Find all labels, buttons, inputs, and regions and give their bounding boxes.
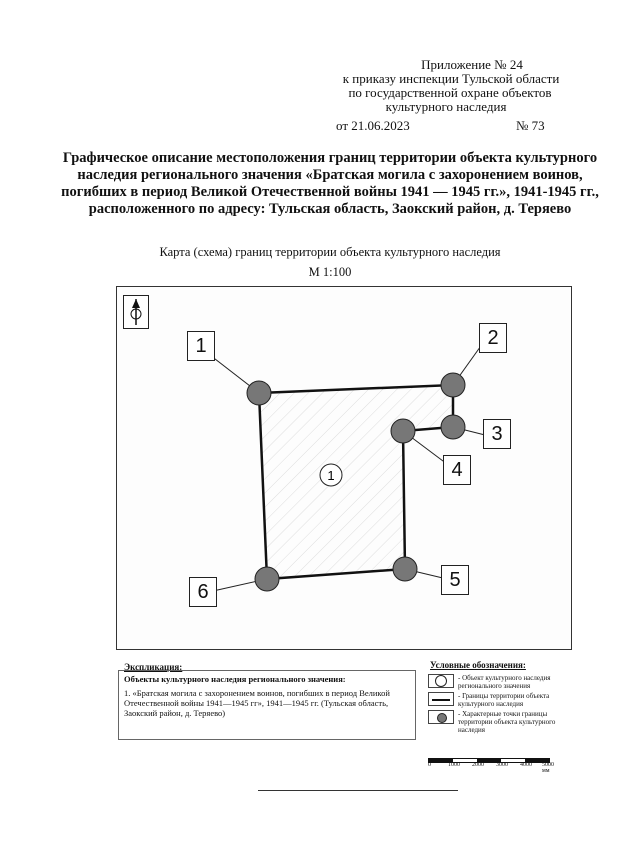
inspection-line: по государственной охране объектов: [348, 85, 552, 100]
point-label-2: 2: [479, 323, 507, 353]
scale-bar: 0 1000 2000 3000 4000 5000 мм: [428, 758, 558, 772]
order-date: от 21.06.2023: [336, 118, 410, 133]
boundary-point-6: [255, 567, 279, 591]
legend-item-boundary: - Границы территории объекта культурного наследия: [428, 692, 564, 710]
point-label-5: 5: [441, 565, 469, 595]
signature-line: [258, 790, 458, 791]
point-symbol-icon: [428, 710, 454, 724]
legend-item-points: - Характерные точки границы территории объекта культурного наследия: [428, 710, 564, 732]
explication-title: Экспликация:: [124, 662, 183, 672]
territory-boundary: [259, 385, 453, 579]
order-number: № 73: [516, 118, 545, 133]
explication-box: [118, 670, 416, 740]
point-label-6: 6: [189, 577, 217, 607]
boundary-point-5: [393, 557, 417, 581]
object-marker-label: 1: [327, 468, 335, 483]
appendix-number: Приложение № 24: [421, 57, 523, 72]
document-title: Графическое описание местоположения границ территории объекта культурного наследия регионального значения «Братская могила с захоронением воинов, погибших в период Великой Отечественной войны 1941 — 1945 гг.», 1941-1945 гг., расположенного по адресу: Тульская область, Заокский район, д. Теряево: [61, 150, 599, 217]
order-reference: к приказу инспекции Тульской области: [342, 71, 560, 86]
boundary-point-1: [247, 381, 271, 405]
point-label-1: 1: [187, 331, 215, 361]
legend-title: Условные обозначения:: [430, 660, 526, 670]
point-label-4: 4: [443, 455, 471, 485]
boundary-point-3: [441, 415, 465, 439]
object-symbol-icon: [428, 674, 454, 688]
explication-heading: Объекты культурного наследия регионального значения:: [124, 674, 346, 684]
boundary-symbol-icon: [428, 692, 454, 706]
map-scale: М 1:100: [308, 265, 352, 279]
map-caption: Карта (схема) границ территории объекта культурного наследия: [159, 245, 501, 259]
boundary-point-2: [441, 373, 465, 397]
boundary-point-4: [391, 419, 415, 443]
point-label-3: 3: [483, 419, 511, 449]
legend-item-object: - Объект культурного наследия регионального значения: [428, 674, 564, 692]
heritage-line: культурного наследия: [385, 99, 507, 114]
north-arrow-icon: [123, 295, 149, 329]
boundary-map: [116, 286, 572, 650]
explication-item: 1. «Братская могила с захоронением воинов, погибших в период Великой Отечественной войны 1941—1945 гг», 1941—1945 гг. (Тульская область, Заокский район, д. Теряево): [124, 688, 390, 718]
